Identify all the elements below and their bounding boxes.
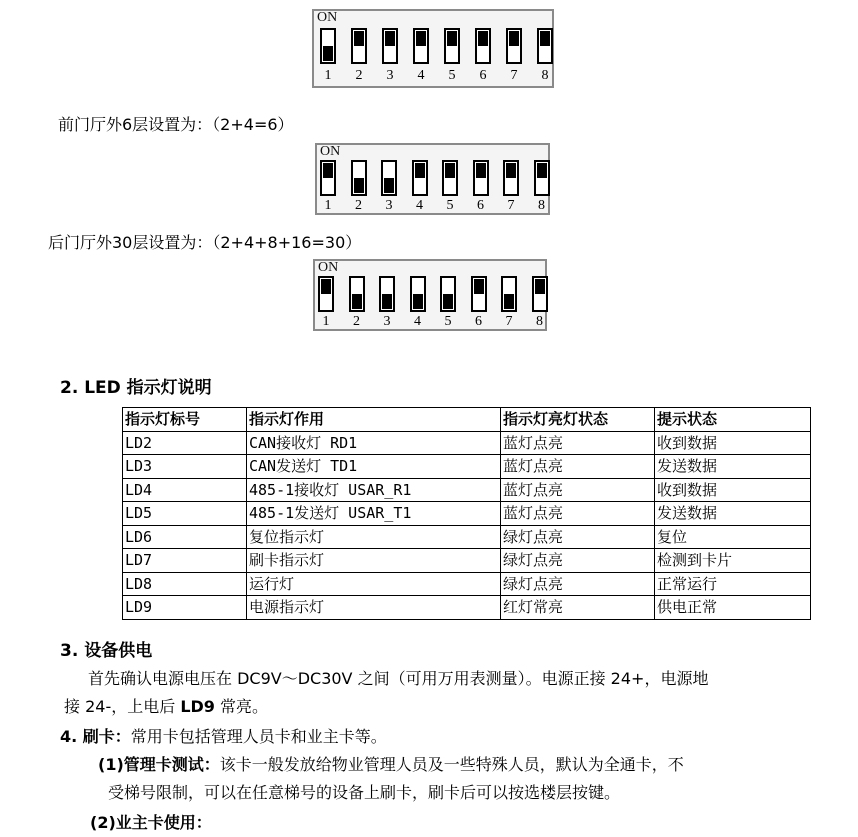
dip-number: 4: [414, 314, 421, 329]
dip-knob: [352, 294, 362, 309]
dip-toggle-1: [318, 276, 334, 312]
table-cell: 收到数据: [655, 431, 811, 455]
table-cell: LD5: [123, 502, 247, 526]
dip-number: 7: [505, 314, 513, 329]
section2-title: 2. LED 指示灯说明: [60, 378, 212, 398]
dip-toggle-7: [503, 160, 519, 196]
ld9-label: LD9: [180, 697, 215, 716]
dip-switch-1: [312, 9, 554, 88]
table-row: [123, 478, 811, 502]
dip-number: 1: [322, 314, 330, 329]
dip-number: 5: [444, 314, 452, 329]
header-cell: 指示灯亮灯状态: [501, 408, 655, 432]
table-cell: 485-1发送灯 USAR_T1: [247, 502, 501, 526]
section4-line: [60, 724, 387, 747]
section3-line1: 首先确认电源电压在 DC9V～DC30V 之间（可用万用表测量）。电源正接 24+，电源地: [88, 669, 709, 688]
section3-line2-c: 常亮。: [214, 697, 269, 716]
table-cell: LD6: [123, 525, 247, 549]
table-cell: 发送数据: [655, 455, 811, 479]
dip-number: 8: [541, 68, 549, 83]
dip-knob: [535, 279, 545, 294]
dip-number: 2: [355, 198, 362, 213]
item1-text: 该卡一般发放给物业管理人员及一些特殊人员，默认为全通卡，不: [219, 755, 684, 774]
table-cell: LD3: [123, 455, 247, 479]
table-cell: 运行灯: [247, 572, 501, 596]
dip-toggle-3: [379, 276, 395, 312]
table-cell: 供电正常: [655, 596, 811, 620]
dip-number: 4: [416, 198, 423, 213]
dip-toggle-3: [381, 160, 397, 196]
dip-number: 3: [385, 198, 393, 213]
table-cell: LD2: [123, 431, 247, 455]
dip-toggle-2: [349, 276, 365, 312]
dip-toggle-4: [412, 160, 428, 196]
dip-knob: [323, 163, 333, 178]
dip-knob: [323, 46, 333, 61]
table-row: [123, 431, 811, 455]
table-cell: 绿灯点亮: [501, 549, 655, 573]
dip-toggle-8: [537, 28, 553, 64]
dip-toggle-7: [506, 28, 522, 64]
dip-number: 3: [383, 314, 391, 329]
led-table: [122, 407, 811, 620]
dip-number: 8: [536, 314, 543, 329]
dip-toggle-5: [444, 28, 460, 64]
table-row: [123, 572, 811, 596]
table-cell: 电源指示灯: [247, 596, 501, 620]
dip-toggle-1: [320, 160, 336, 196]
table-cell: 蓝灯点亮: [501, 502, 655, 526]
table-row: [123, 549, 811, 573]
dip-knob: [354, 178, 364, 193]
section4-item2: [90, 810, 212, 833]
dip-number: 6: [479, 68, 487, 83]
table-cell: LD7: [123, 549, 247, 573]
table-cell: 485-1接收灯 USAR_R1: [247, 478, 501, 502]
header-cell: 指示灯标号: [123, 408, 247, 432]
dip-knob: [537, 163, 547, 178]
table-cell: 正常运行: [655, 572, 811, 596]
dip-toggle-2: [351, 28, 367, 64]
dip-knob: [506, 163, 516, 178]
dip-knob: [445, 163, 455, 178]
dip-number: 8: [538, 198, 545, 213]
dip-toggle-3: [382, 28, 398, 64]
table-row: [123, 596, 811, 620]
dip-toggle-6: [475, 28, 491, 64]
dip-number: 7: [507, 198, 515, 213]
dip-toggle-5: [440, 276, 456, 312]
dip-knob: [504, 294, 514, 309]
table-header-row: [123, 408, 811, 432]
on-label: ON: [317, 10, 338, 25]
dip-knob: [413, 294, 423, 309]
table-cell: 收到数据: [655, 478, 811, 502]
dip-number: 3: [386, 68, 394, 83]
dip-switch-2: [315, 143, 550, 215]
section4-intro: 常用卡包括管理人员卡和业主卡等。: [130, 727, 387, 746]
table-cell: CAN发送灯 TD1: [247, 455, 501, 479]
table-cell: 蓝灯点亮: [501, 455, 655, 479]
dip-knob: [384, 178, 394, 193]
dip-knob: [382, 294, 392, 309]
table-cell: 蓝灯点亮: [501, 478, 655, 502]
dip-knob: [354, 31, 364, 46]
dip-toggle-8: [532, 276, 548, 312]
item1-label: (1)管理卡测试：: [98, 755, 220, 774]
caption-front-floor6: 前门厅外6层设置为：（2+4=6）: [58, 115, 294, 134]
section4-title: 4. 刷卡：: [60, 727, 131, 746]
dip-knob: [416, 31, 426, 46]
dip-number: 5: [446, 198, 454, 213]
dip-toggle-4: [413, 28, 429, 64]
section3-line2: [64, 694, 268, 717]
dip-knob: [443, 294, 453, 309]
dip-toggle-8: [534, 160, 550, 196]
dip-knob: [509, 31, 519, 46]
header-cell: 提示状态: [655, 408, 811, 432]
table-row: [123, 455, 811, 479]
table-cell: 检测到卡片: [655, 549, 811, 573]
table-cell: 绿灯点亮: [501, 572, 655, 596]
item2-label: (2)业主卡使用：: [90, 813, 212, 832]
dip-toggle-2: [351, 160, 367, 196]
dip-number: 6: [477, 198, 484, 213]
dip-toggle-7: [501, 276, 517, 312]
dip-knob: [385, 31, 395, 46]
table-cell: 绿灯点亮: [501, 525, 655, 549]
table-cell: 红灯常亮: [501, 596, 655, 620]
header-cell: 指示灯作用: [247, 408, 501, 432]
caption-rear-floor30: 后门厅外30层设置为：（2+4+8+16=30）: [48, 233, 362, 252]
on-label: ON: [318, 260, 339, 275]
table-cell: 复位: [655, 525, 811, 549]
dip-knob: [476, 163, 486, 178]
dip-knob: [321, 279, 331, 294]
dip-knob: [478, 31, 488, 46]
dip-toggle-4: [410, 276, 426, 312]
table-cell: 蓝灯点亮: [501, 431, 655, 455]
dip-number: 2: [353, 314, 360, 329]
table-cell: LD8: [123, 572, 247, 596]
on-label: ON: [320, 144, 341, 159]
dip-knob: [415, 163, 425, 178]
section4-item1-cont: 受梯号限制，可以在任意梯号的设备上刷卡，刷卡后可以按选楼层按键。: [108, 783, 621, 802]
table-cell: CAN接收灯 RD1: [247, 431, 501, 455]
dip-knob: [447, 31, 457, 46]
dip-toggle-6: [473, 160, 489, 196]
dip-number: 6: [475, 314, 482, 329]
dip-knob: [540, 31, 550, 46]
dip-switch-3: [313, 259, 547, 331]
dip-number: 4: [417, 68, 425, 83]
table-cell: LD4: [123, 478, 247, 502]
dip-toggle-1: [320, 28, 336, 64]
dip-toggle-6: [471, 276, 487, 312]
dip-number: 1: [324, 198, 332, 213]
dip-toggle-5: [442, 160, 458, 196]
table-cell: LD9: [123, 596, 247, 620]
table-row: [123, 525, 811, 549]
section4-item1: [98, 752, 684, 775]
dip-number: 1: [324, 68, 332, 83]
section3-title: 3. 设备供电: [60, 641, 153, 661]
table-cell: 发送数据: [655, 502, 811, 526]
dip-number: 5: [448, 68, 456, 83]
dip-knob: [474, 279, 484, 294]
table-cell: 刷卡指示灯: [247, 549, 501, 573]
dip-number: 7: [510, 68, 518, 83]
table-row: [123, 502, 811, 526]
table-cell: 复位指示灯: [247, 525, 501, 549]
dip-number: 2: [355, 68, 363, 83]
section3-line2-a: 接 24-，上电后: [64, 697, 181, 716]
